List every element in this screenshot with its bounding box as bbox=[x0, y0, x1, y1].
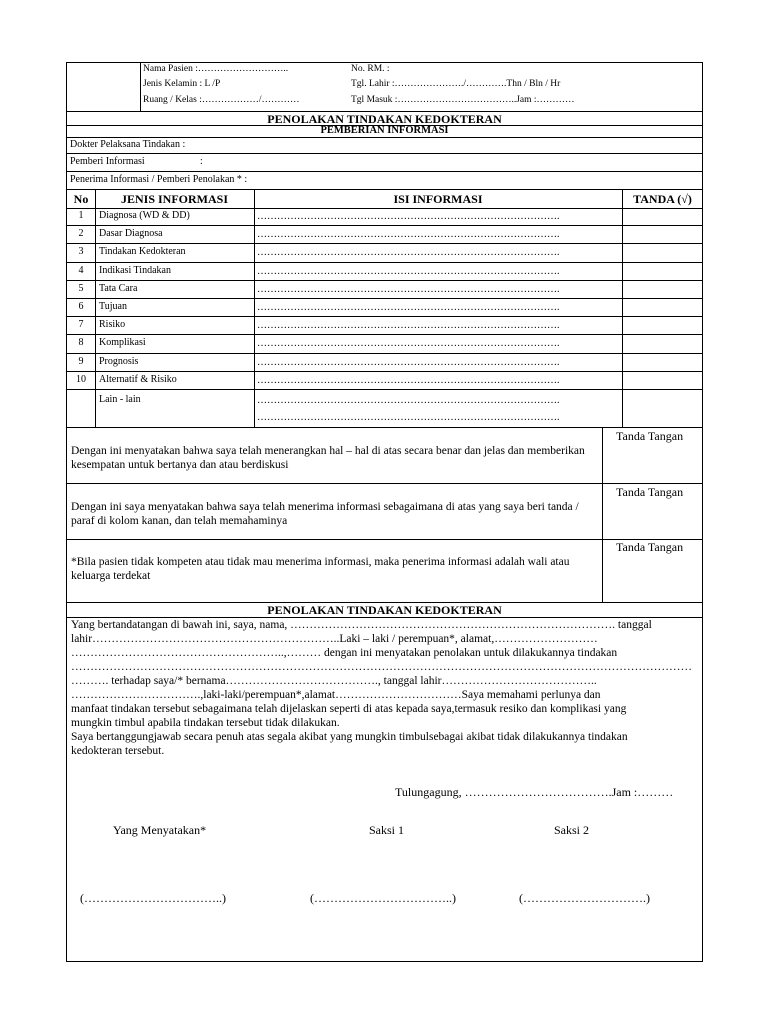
row-number: 9 bbox=[78, 355, 84, 367]
row-label: Tata Cara bbox=[99, 282, 138, 294]
section-subtitle: PEMBERIAN INFORMASI bbox=[320, 125, 449, 136]
row-info-dots[interactable]: ………………………………………………………………………………. bbox=[257, 265, 560, 277]
declaration-line: ……………………………………………………………………………………………………………………………………………… bbox=[71, 661, 692, 673]
divider bbox=[67, 539, 702, 540]
declaration-line: lahir………………………………………………………..Laki – laki / perempuan*, alamat,……………………… bbox=[71, 633, 598, 645]
statement-recipient: Dengan ini saya menyatakan bahwa saya telah menerima informasi sebagaimana di atas yang saya beri tanda / paraf di kolom kanan, dan telah memahaminya bbox=[71, 501, 579, 527]
row-info-dots[interactable]: ………………………………………………………………………………. bbox=[257, 374, 560, 386]
row-info-dots[interactable]: ………………………………………………………………………………. bbox=[257, 229, 560, 241]
admission-date-field[interactable]: Tgl Masuk :………………………………..Jam :………… bbox=[351, 95, 575, 105]
row-label: Alternatif & Risiko bbox=[99, 373, 177, 385]
divider bbox=[67, 171, 702, 172]
row-info-dots[interactable]: ………………………………………………………………………………. bbox=[257, 247, 560, 259]
row-label: Risiko bbox=[99, 319, 126, 331]
birth-date-field[interactable]: Tgl. Lahir :…………………./………….Thn / Bln / Hr bbox=[351, 79, 561, 89]
informant-field[interactable]: Pemberi Informasi bbox=[70, 156, 145, 167]
statement-note: *Bila pasien tidak kompeten atau tidak mau menerima informasi, maka penerima informasi adalah wali atau keluarga terdekat bbox=[71, 556, 570, 582]
witness2-signature-blank[interactable]: (………………………….) bbox=[519, 891, 650, 905]
row-check-cell[interactable] bbox=[623, 299, 702, 316]
table-row bbox=[67, 208, 703, 226]
table-row bbox=[67, 244, 703, 262]
header-logo-divider bbox=[140, 63, 141, 111]
divider bbox=[67, 153, 702, 154]
row-check-cell[interactable] bbox=[623, 281, 702, 298]
row-label: Dasar Diagnosa bbox=[99, 228, 163, 240]
table-row bbox=[67, 226, 703, 244]
row-info-dots[interactable]: ………………………………………………………………………………. bbox=[257, 283, 560, 295]
row-info-dots[interactable]: ………………………………………………………………………………. bbox=[257, 211, 560, 222]
signature-label: Tanda Tangan bbox=[616, 540, 684, 554]
declaration-line: kedokteran tersebut. bbox=[71, 745, 165, 757]
table-row bbox=[67, 281, 703, 299]
row-number: 7 bbox=[78, 319, 84, 331]
row-info-dots[interactable]: ………………………………………………………………………………. bbox=[257, 356, 560, 368]
section2-title: PENOLAKAN TINDAKAN KEDOKTERAN bbox=[267, 603, 502, 617]
declaration-line: Yang bertandatangan di bawah ini, saya, nama, …………………………………………………………………………. tanggal bbox=[71, 619, 652, 631]
row-label: Tindakan Kedokteran bbox=[99, 246, 186, 258]
room-class-field[interactable]: Ruang / Kelas :………………/………… bbox=[143, 95, 300, 105]
row-check-cell[interactable] bbox=[623, 208, 702, 225]
form-title: PENOLAKAN TINDAKAN KEDOKTERAN bbox=[267, 112, 502, 126]
declaration-line: ………………………………………………..,……… dengan ini menyatakan penolakan untuk dilakukannya tindakan bbox=[71, 647, 618, 659]
table-row bbox=[67, 354, 703, 372]
table-row bbox=[67, 335, 703, 353]
witness1-label: Saksi 1 bbox=[369, 823, 405, 837]
row-number: 10 bbox=[76, 373, 86, 385]
divider bbox=[67, 189, 702, 190]
row-info-dots[interactable]: ………………………………………………………………………………. bbox=[257, 320, 560, 332]
table-row bbox=[67, 299, 703, 317]
row-check-cell[interactable] bbox=[623, 263, 702, 280]
row-check-cell[interactable] bbox=[623, 244, 702, 261]
row-number: 1 bbox=[78, 210, 84, 221]
witness2-label: Saksi 2 bbox=[554, 823, 590, 837]
informant-colon: : bbox=[200, 156, 203, 167]
other-info-dots-2[interactable]: ………………………………………………………………………………. bbox=[257, 412, 560, 423]
row-number: 3 bbox=[78, 246, 84, 258]
declarer-signature-blank[interactable]: (……………………………..) bbox=[80, 891, 226, 905]
row-label: Tujuan bbox=[99, 301, 127, 312]
table-row bbox=[67, 317, 703, 335]
statement-doctor: Dengan ini menyatakan bahwa saya telah menerangkan hal – hal di atas secara benar dan jelas dan memberikan kesempatan untuk bertanya dan atau berdiskusi bbox=[71, 445, 585, 471]
declaration-text bbox=[71, 618, 699, 758]
col-header-no: No bbox=[73, 192, 89, 206]
row-check-cell[interactable] bbox=[623, 226, 702, 243]
doctor-field[interactable]: Dokter Pelaksana Tindakan : bbox=[70, 139, 186, 150]
signature-label: Tanda Tangan bbox=[616, 429, 684, 443]
other-info-label: Lain - lain bbox=[99, 394, 141, 405]
row-number: 4 bbox=[78, 264, 84, 276]
medical-record-number-field[interactable]: No. RM. : bbox=[351, 64, 390, 74]
gender-field[interactable]: Jenis Kelamin : L /P bbox=[143, 79, 221, 89]
declaration-line: Saya bertanggungjawab secara penuh atas segala akibat yang mungkin timbulsebagai akibat tidak dilakukannya tindakan bbox=[71, 731, 628, 743]
col-header-jenis: JENIS INFORMASI bbox=[120, 192, 228, 206]
witness1-signature-blank[interactable]: (……………………………..) bbox=[310, 891, 456, 905]
signature-label: Tanda Tangan bbox=[616, 485, 684, 499]
signature-col-divider bbox=[602, 427, 603, 602]
recipient-field[interactable]: Penerima Informasi / Pemberi Penolakan * : bbox=[70, 174, 248, 185]
declaration-line: …………………………….,laki-laki/perempuan*,alamat……………………………Saya memahami perlunya dan bbox=[71, 689, 601, 701]
patient-name-field[interactable]: Nama Pasien :……………………….. bbox=[143, 64, 289, 74]
row-number: 8 bbox=[78, 337, 84, 349]
row-check-cell[interactable] bbox=[623, 354, 702, 371]
row-label: Komplikasi bbox=[99, 337, 146, 349]
row-info-dots[interactable]: ………………………………………………………………………………. bbox=[257, 338, 560, 350]
row-label: Diagnosa (WD & DD) bbox=[99, 210, 190, 221]
declarer-label: Yang Menyatakan* bbox=[113, 823, 207, 837]
divider bbox=[67, 483, 702, 484]
table-row bbox=[67, 372, 703, 390]
row-number: 6 bbox=[78, 301, 84, 312]
rejection-form bbox=[66, 62, 703, 962]
row-check-cell[interactable] bbox=[623, 335, 702, 352]
declaration-line: manfaat tindakan tersebut sebagaimana telah dijelaskan seperti di atas kepada saya,termasuk resiko dan komplikasi yang bbox=[71, 703, 627, 715]
col-header-tanda: TANDA (√) bbox=[633, 192, 692, 206]
row-number: 2 bbox=[78, 228, 84, 240]
other-info-dots-1[interactable]: ………………………………………………………………………………. bbox=[257, 395, 560, 406]
divider bbox=[67, 137, 702, 138]
col-header-isi: ISI INFORMASI bbox=[393, 192, 483, 206]
divider bbox=[67, 427, 702, 428]
row-label: Prognosis bbox=[99, 355, 139, 367]
declaration-line: mungkin timbul apabila tindakan tersebut tidak dilakukan. bbox=[71, 717, 340, 729]
place-date-field[interactable]: Tulungagung, ……………………………….Jam :……… bbox=[395, 785, 674, 799]
row-check-cell[interactable] bbox=[623, 372, 702, 389]
row-label: Indikasi Tindakan bbox=[99, 264, 171, 276]
row-info-dots[interactable]: ………………………………………………………………………………. bbox=[257, 302, 560, 313]
declaration-line: ………. terhadap saya/* bernama…………………………………., tanggal lahir………………………………….. bbox=[71, 675, 597, 687]
row-check-cell[interactable] bbox=[623, 317, 702, 334]
row-number: 5 bbox=[78, 282, 84, 294]
table-row bbox=[67, 263, 703, 281]
